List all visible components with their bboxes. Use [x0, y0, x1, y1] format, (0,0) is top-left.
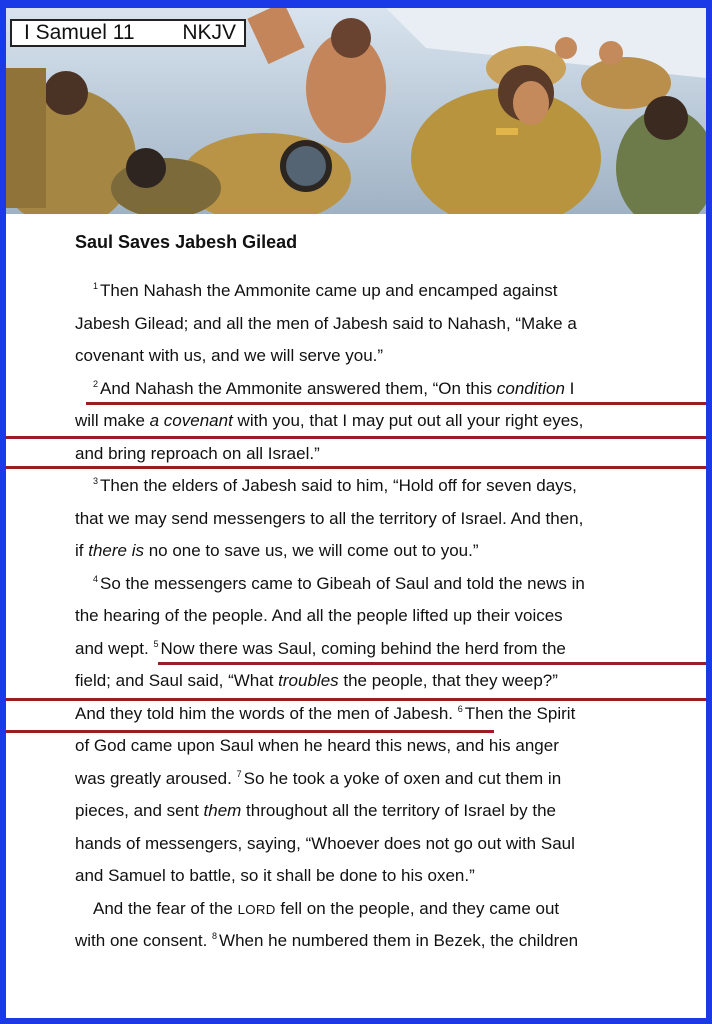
highlight-underline	[158, 662, 706, 665]
verse-number: 6	[457, 703, 463, 714]
text-line: that we may send messengers to all the territory of Israel. And then,	[75, 508, 584, 528]
text-line: And they told him the words of the men of Jabesh. $^6$ Then the Spirit	[75, 703, 576, 723]
highlight-underline	[86, 402, 706, 405]
text-line: and Samuel to battle, so it shall be done to his oxen.”	[75, 866, 475, 885]
highlight-underline	[6, 466, 706, 469]
section-title: Saul Saves Jabesh Gilead	[75, 232, 298, 252]
text-line: with one consent. $^8$ When he numbered them in Bezek, the children	[75, 931, 579, 950]
verse-number: 5	[153, 638, 159, 649]
book-chapter: I Samuel 11	[24, 21, 135, 44]
text-line: if there is no one to save us, we will come out to you.”	[75, 541, 479, 560]
text-line: And the fear of the LORD fell on the people, and they came out	[93, 898, 560, 918]
verse-number: 4	[93, 573, 99, 584]
text-line: $^1$ Then Nahash the Ammonite came up and encamped against	[93, 281, 558, 300]
text-line: $^4$ So the messengers came to Gibeah of Saul and told the news in	[93, 573, 585, 593]
text-line: field; and Saul said, “What troubles the people, that they weep?”	[75, 671, 558, 690]
text-line: $^2$ And Nahash the Ammonite answered them, “On this condition I	[93, 378, 575, 398]
highlight-underline	[6, 730, 494, 733]
verse-number: 8	[212, 931, 218, 942]
text-line: and bring reproach on all Israel.”	[75, 443, 320, 463]
highlight-underline	[6, 698, 706, 701]
verse-number: 3	[93, 476, 99, 487]
translation-label: NKJV	[182, 21, 236, 44]
verse-number: 7	[236, 768, 242, 779]
text-line: pieces, and sent them throughout all the territory of Israel by the	[75, 801, 556, 820]
text-line: $^3$ Then the elders of Jabesh said to him, “Hold off for seven days,	[93, 476, 577, 495]
lord-small-caps: LORD	[237, 901, 276, 917]
highlight-underline	[6, 436, 706, 439]
verse-number: 2	[93, 378, 99, 389]
text-line: the hearing of the people. And all the people lifted up their voices	[75, 606, 563, 625]
scripture-text	[75, 275, 675, 958]
text-line: hands of messengers, saying, “Whoever does not go out with Saul	[75, 833, 575, 853]
text-line: will make a covenant with you, that I may put out all your right eyes,	[75, 411, 584, 430]
text-line: Jabesh Gilead; and all the men of Jabesh said to Nahash, “Make a	[75, 313, 577, 333]
text-line: was greatly aroused. $^7$ So he took a yoke of oxen and cut them in	[75, 768, 562, 788]
passage-reference	[10, 19, 246, 47]
text-line: covenant with us, and we will serve you.”	[75, 346, 384, 365]
verse-number: 1	[93, 281, 99, 292]
text-line: of God came upon Saul when he heard this news, and his anger	[75, 736, 559, 755]
page	[6, 8, 706, 1018]
text-line: and wept. $^5$ Now there was Saul, coming behind the herd from the	[75, 638, 566, 658]
